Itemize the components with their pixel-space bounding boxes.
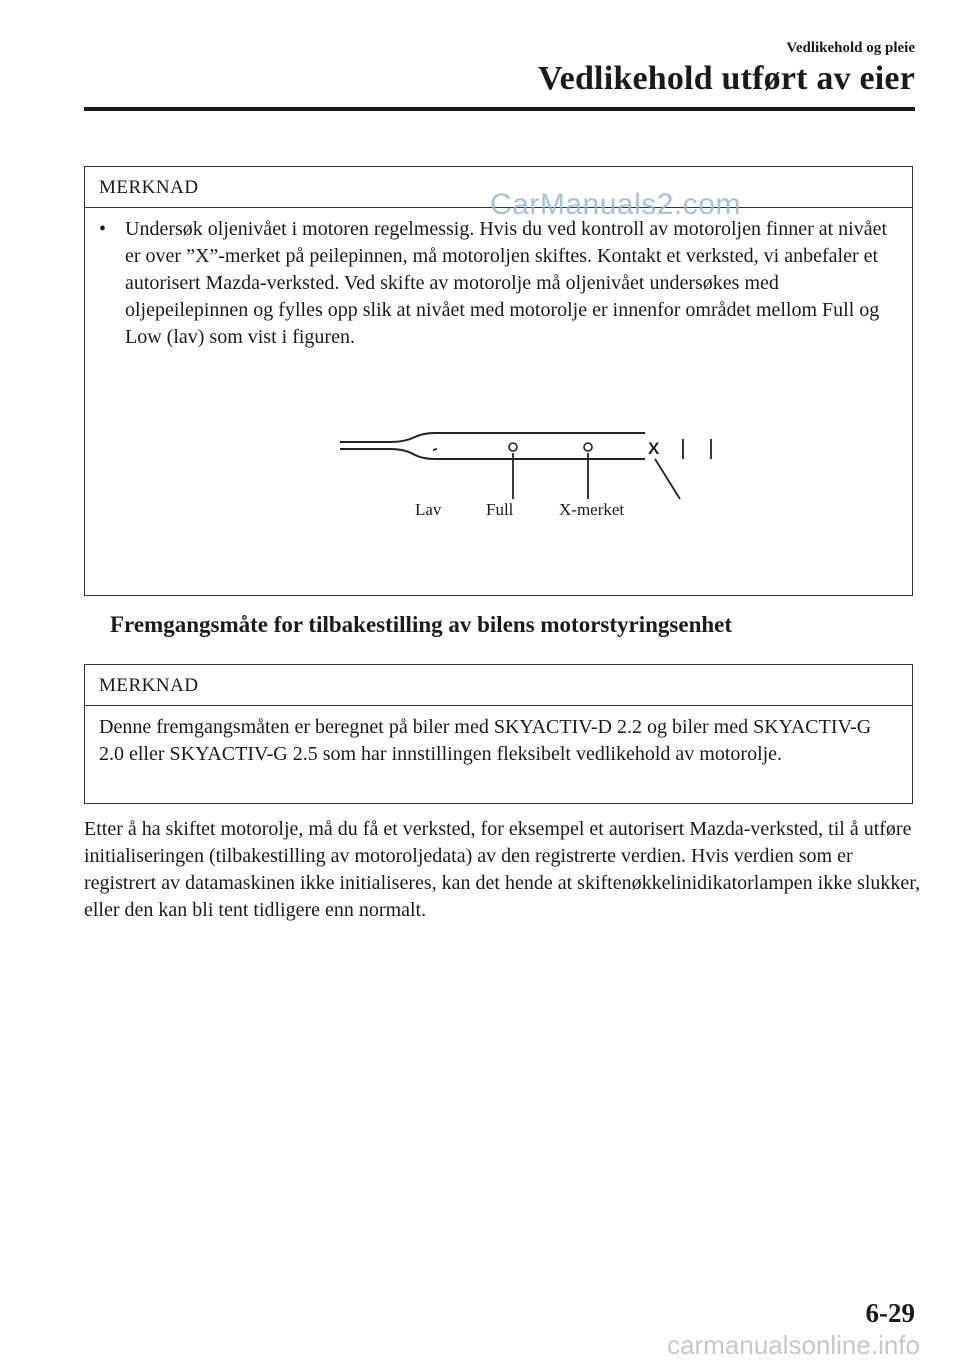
- note-label: MERKNAD: [85, 665, 912, 706]
- note-label: MERKNAD: [85, 167, 912, 208]
- note-text: Undersøk oljenivået i motoren regelmessig. Hvis du ved kontroll av motoroljen finner at nivået er over ”X”-merket på peilepinnen, må motoroljen skiftes. Kontakt et verksted, vi anbefaler et autorisert Mazda-verksted. Ved skifte av motorolje må oljenivået undersøkes med oljepeilepinnen og fylles opp slik at nivået med motorolje er innenfor området mellom Full og Low (lav) som vist i figuren.: [125, 218, 888, 348]
- bullet-icon: •: [99, 218, 107, 240]
- note-body: [85, 706, 912, 768]
- watermark-logo: CarManuals2.com: [490, 188, 741, 221]
- section-title: Fremgangsmåte for tilbakestilling av bilens motorstyringsenhet: [110, 612, 733, 637]
- note-text: Denne fremgangsmåten er beregnet på biler med SKYACTIV-D 2.2 og biler med SKYACTIV-G 2.0 eller SKYACTIV-G 2.5 som har innstillingen fleksibelt vedlikehold av motorolje.: [99, 716, 872, 765]
- page-title: Vedlikehold utført av eier: [538, 60, 915, 97]
- note-box-procedure: [84, 664, 913, 804]
- note-box-oil-level: [84, 166, 913, 596]
- header-rule: [84, 107, 915, 111]
- label-low: Lav: [415, 500, 442, 519]
- dipstick-leaders: [85, 167, 914, 597]
- body-paragraph: Etter å ha skiftet motorolje, må du få et verksted, for eksempel et autorisert Mazda-verksted, til å utføre initialiseringen (tilbakestilling av motoroljedata) av den registrerte verdien. Hvis verdien som er registrert av datamaskinen ikke initialiseres, kan det hende at skiftenøkkelinidikatorlampen ikke slukker, eller den kan bli tent tidligere enn normalt.: [84, 818, 921, 921]
- chapter-title: Vedlikehold og pleie: [786, 40, 915, 56]
- x-mark-glyph: X: [648, 439, 660, 458]
- label-full: Full: [486, 500, 514, 519]
- page-number: 6-29: [865, 1298, 915, 1328]
- label-x-mark: X-merket: [559, 500, 625, 519]
- x-leader: [655, 459, 680, 499]
- watermark-footer: carmanualsonline.info: [667, 1330, 920, 1360]
